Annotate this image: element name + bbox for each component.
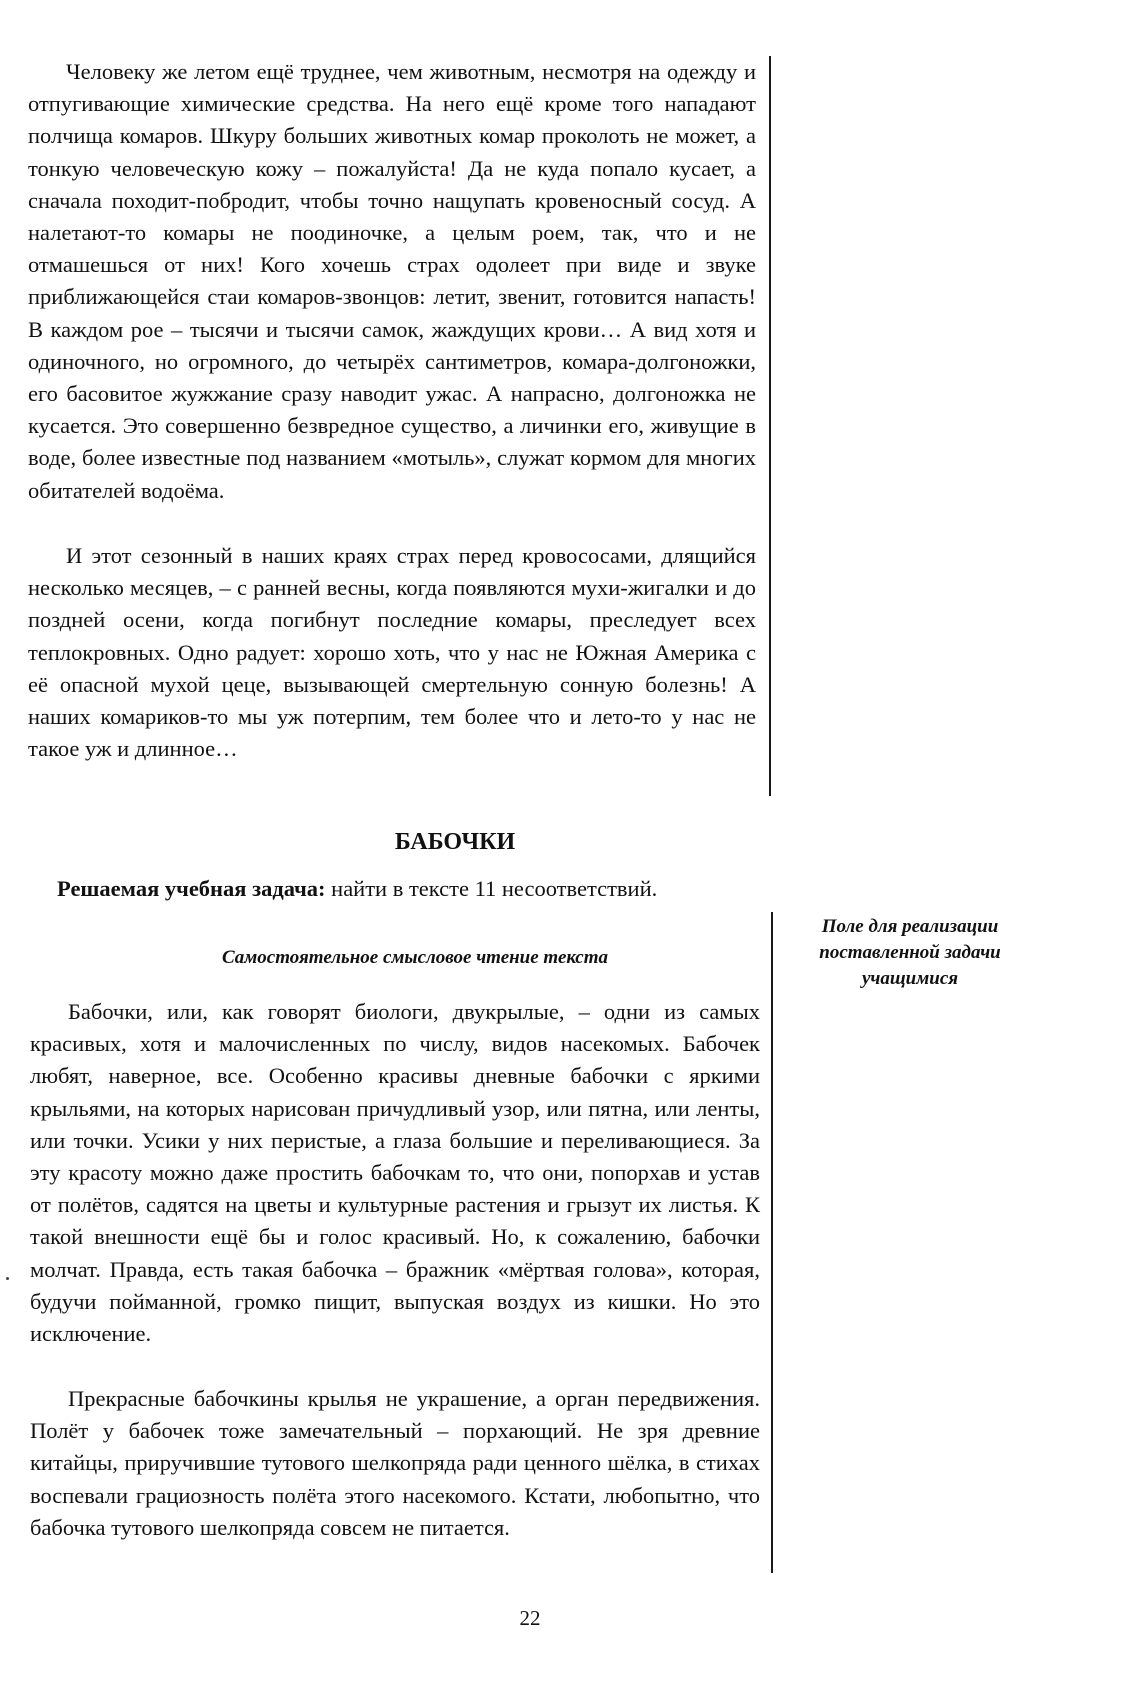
paragraph-wings: Прекрасные бабочкины крылья не украшение, а орган передвижения. Полёт у бабочек тоже замечательный – порхающий. Не зря древние китайцы, приручившие тутового шелкопряда ради ценного шёлка, в стихах воспевали грациозность полёта этого насекомого. Кстати, любопытно, что бабочка тутового шелкопряда совсем не питается.	[30, 1386, 760, 1540]
paragraph-season-fear: И этот сезонный в наших краях страх перед кровососами, длящийся несколько месяцев, – с ранней весны, когда появляются мухи-жигалки и до поздней осени, когда погибнут последние комары, преследует всех теплокровных. Одно радует: хорошо хоть, что у нас не Южная Америка с её опасной мухой цеце, вызывающей смертельную сонную болезнь! А наших комариков-то мы уж потерпим, тем более что и лето-то у нас не такое уж и длинное…	[28, 543, 756, 762]
scan-speck	[6, 1277, 9, 1280]
task-text: найти в тексте 11 несоответствий.	[331, 876, 658, 901]
margin-rule-bottom	[771, 912, 773, 1573]
section-title: БАБОЧКИ	[394, 829, 516, 855]
reading-subtitle: Самостоятельное смысловое чтение текста	[221, 947, 609, 968]
task-line	[57, 873, 777, 905]
margin-note: Поле для реализации поставленной задачи учащимися	[819, 916, 1001, 989]
task-label: Решаемая учебная задача:	[57, 876, 326, 901]
paragraph-mosquitoes: Человеку же летом ещё труднее, чем животным, несмотря на одежду и отпугивающие химические средства. На него ещё кроме того нападают полчища комаров. Шкуру больших животных комар проколоть не может, а тонкую человеческую кожу – пожалуйста! Да не куда попало кусает, а сначала походит-побродит, чтобы точно нащупать кровеносный сосуд. А налетают-то комары не поодиночке, а целым роем, так, что и не отмашешься от них! Кого хочешь страх одолеет при виде и звуке приближающейся стаи комаров-звонцов: летит, звенит, готовится напасть! В каждом рое – тысячи и тысячи самок, жаждущих крови… А вид хотя и одиночного, но огромного, до четырёх сантиметров, комара-долгоножки, его басовитое жужжание сразу наводит ужас. А напрасно, долгоножка не кусается. Это совершенно безвредное существо, а личинки его, живущие в воде, более известные под названием «мотыль», служат кормом для многих обитателей водоёма.	[28, 59, 756, 503]
margin-rule-top	[769, 56, 771, 796]
page-number: 22	[519, 1606, 541, 1630]
paragraph-butterflies: Бабочки, или, как говорят биологи, двукрылые, – одни из самых красивых, хотя и малочисленных по числу, видов насекомых. Бабочек любят, наверное, все. Особенно красивы дневные бабочки с яркими крыльями, на которых нарисован причудливый узор, или пятна, или ленты, или точки. Усики у них перистые, а глаза большие и переливающиеся. За эту красоту можно даже простить бабочкам то, что они, попорхав и устав от полётов, садятся на цветы и культурные растения и грызут их листья. К такой внешности ещё бы и голос красивый. Но, к сожалению, бабочки молчат. Правда, есть такая бабочка – бражник «мёртвая голова», которая, будучи пойманной, громко пищит, выпуская воздух из кишки. Но это исключение.	[30, 999, 760, 1347]
